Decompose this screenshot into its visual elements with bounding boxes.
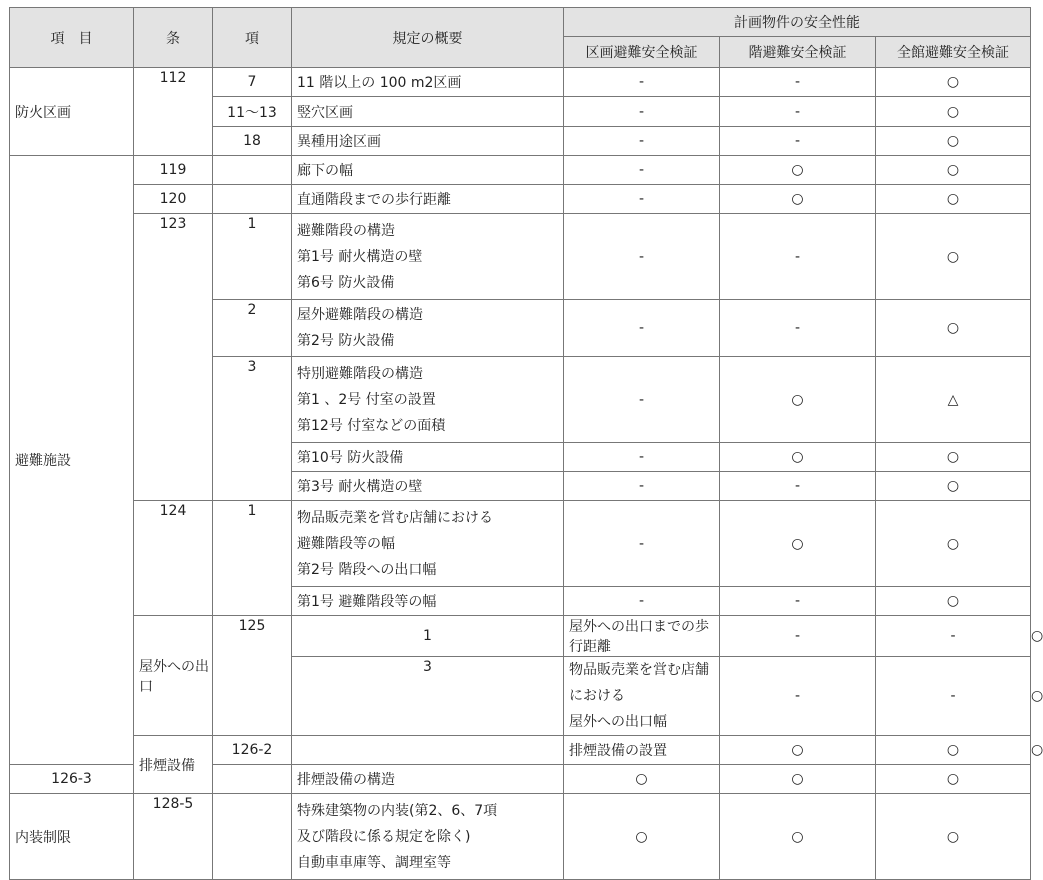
summary-cell (292, 68, 564, 97)
table-row (10, 68, 1031, 97)
summary-cell (292, 587, 564, 616)
table-row: 3 物品販売業を営む店舗における 屋外への出口幅 - - ○ (10, 657, 1031, 736)
area-cell: - (720, 657, 876, 736)
summary-line: 避難階段の構造 (297, 222, 395, 239)
summary-line: 直通階段までの歩行距離 (297, 192, 451, 208)
summary-cell (292, 501, 564, 587)
clause-cell: 11～13 (213, 97, 292, 127)
summary-line: 第3号 耐火構造の壁 (297, 479, 423, 495)
article-cell: 126-2 (213, 736, 292, 765)
summary-line: 排煙設備の構造 (297, 772, 395, 788)
area-cell: ○ (720, 736, 876, 765)
table-row (10, 185, 1031, 214)
summary-cell (292, 357, 564, 443)
clause-cell (213, 794, 292, 880)
group-label-evacuation-facilities: 避難施設 (10, 156, 134, 765)
summary-line: 第1号 耐火構造の壁 (297, 248, 423, 265)
table-row (10, 156, 1031, 185)
article-cell: 126-3 (10, 765, 134, 794)
building-cell: ○ (876, 765, 1031, 794)
table-row: 排煙設備 126-2 排煙設備の設置 ○ ○ ○ (10, 736, 1031, 765)
article-cell: 128-5 (134, 794, 213, 880)
summary-line: 特別避難階段の構造 (297, 365, 423, 382)
floor-cell: ○ (720, 357, 876, 443)
building-cell: ○ (876, 127, 1031, 156)
regulation-table (9, 7, 1043, 880)
floor-cell: - (720, 300, 876, 357)
building-cell: △ (876, 357, 1031, 443)
floor-cell: - (720, 214, 876, 300)
summary-line: 屋外への出口までの歩行距離 (569, 619, 709, 655)
area-cell: - (564, 443, 720, 472)
building-cell: ○ (876, 185, 1031, 214)
floor-cell: - (720, 97, 876, 127)
area-cell: - (564, 68, 720, 97)
summary-cell (292, 214, 564, 300)
summary-line: 異種用途区画 (297, 134, 381, 150)
group-label-fire-compartment: 防火区画 (10, 68, 134, 156)
summary-line: 屋外への出口幅 (569, 714, 667, 730)
area-cell: - (564, 472, 720, 501)
summary-cell (292, 97, 564, 127)
header-floor-verification: 階避難安全検証 (720, 37, 876, 68)
floor-cell: ○ (720, 501, 876, 587)
header-building-verification: 全館避難安全検証 (876, 37, 1031, 68)
clause-cell (292, 736, 564, 765)
summary-cell (292, 765, 564, 794)
area-cell: ○ (564, 794, 720, 880)
summary-cell (292, 472, 564, 501)
clause-cell: 2 (213, 300, 292, 357)
summary-line: 第10号 防火設備 (297, 450, 404, 466)
article-cell: 112 (134, 68, 213, 156)
header-clause: 項 (213, 8, 292, 68)
summary-line: 第2号 防火設備 (297, 333, 395, 349)
building-cell: ○ (876, 97, 1031, 127)
area-cell: ○ (564, 765, 720, 794)
floor-cell: - (720, 587, 876, 616)
article-cell: 125 (213, 616, 292, 736)
article-cell: 119 (134, 156, 213, 185)
floor-cell: ○ (720, 765, 876, 794)
clause-cell: 18 (213, 127, 292, 156)
summary-line: 11 階以上の 100 m2区画 (297, 75, 462, 91)
table-row (10, 214, 1031, 300)
floor-cell: ○ (720, 443, 876, 472)
header-item: 項 目 (10, 8, 134, 68)
summary-line: 屋外避難階段の構造 (297, 307, 423, 323)
floor-cell: - (876, 616, 1031, 657)
building-cell: ○ (876, 156, 1031, 185)
floor-cell: ○ (720, 185, 876, 214)
floor-cell: - (720, 127, 876, 156)
summary-cell (564, 657, 720, 736)
summary-cell (292, 156, 564, 185)
floor-cell: - (876, 657, 1031, 736)
summary-cell (292, 185, 564, 214)
group-label-smoke-exhaust: 排煙設備 (134, 736, 213, 794)
clause-cell: 3 (213, 357, 292, 501)
summary-cell (292, 794, 564, 880)
summary-line: 避難階段等の幅 (297, 535, 395, 552)
header-performance: 計画物件の安全性能 (564, 8, 1031, 37)
floor-cell: ○ (876, 736, 1031, 765)
building-cell: ○ (876, 501, 1031, 587)
summary-line: 第2号 階段への出口幅 (297, 561, 437, 578)
clause-cell: 1 (213, 501, 292, 616)
floor-cell: ○ (720, 156, 876, 185)
building-cell: ○ (876, 794, 1031, 880)
building-cell: ○ (876, 300, 1031, 357)
clause-cell (213, 765, 292, 794)
table-row (10, 501, 1031, 587)
header-summary: 規定の概要 (292, 8, 564, 68)
summary-line: 特殊建築物の内装(第2、6、7項 (297, 802, 498, 819)
group-label-interior-restriction: 内装制限 (10, 794, 134, 880)
area-cell: - (564, 97, 720, 127)
header-article: 条 (134, 8, 213, 68)
summary-line: 物品販売業を営む店舗における (569, 662, 709, 704)
clause-cell: 7 (213, 68, 292, 97)
summary-line: 及び階段に係る規定を除く) (297, 828, 471, 845)
building-cell: ○ (876, 214, 1031, 300)
summary-cell (564, 736, 720, 765)
summary-line: 第1号 避難階段等の幅 (297, 594, 437, 610)
table-row: 屋外への出口 125 1 屋外への出口までの歩行距離 - - ○ (10, 616, 1031, 657)
table-row (10, 794, 1031, 880)
area-cell: - (564, 587, 720, 616)
summary-line: 廊下の幅 (297, 163, 353, 179)
area-cell: - (564, 156, 720, 185)
summary-cell (292, 127, 564, 156)
summary-line: 自動車車庫等、調理室等 (297, 854, 451, 871)
area-cell: - (564, 127, 720, 156)
building-cell: ○ (876, 587, 1031, 616)
summary-line: 第6号 防火設備 (297, 274, 395, 291)
floor-cell: ○ (720, 794, 876, 880)
summary-cell (292, 443, 564, 472)
building-cell: ○ (876, 472, 1031, 501)
area-cell: - (564, 185, 720, 214)
summary-line: 竪穴区画 (297, 104, 353, 121)
summary-cell (564, 616, 720, 657)
area-cell: - (564, 300, 720, 357)
area-cell: - (564, 501, 720, 587)
floor-cell: - (720, 68, 876, 97)
clause-cell: 1 (292, 616, 564, 657)
header-area-verification: 区画避難安全検証 (564, 37, 720, 68)
area-cell: - (564, 357, 720, 443)
article-cell: 120 (134, 185, 213, 214)
area-cell: - (720, 616, 876, 657)
building-cell: ○ (876, 68, 1031, 97)
clause-cell: 1 (213, 214, 292, 300)
clause-cell (213, 185, 292, 214)
floor-cell: - (720, 472, 876, 501)
clause-cell (213, 156, 292, 185)
summary-line: 第12号 付室などの面積 (297, 417, 446, 434)
building-cell: ○ (876, 443, 1031, 472)
group-label-exit-outside: 屋外への出口 (134, 616, 213, 736)
area-cell: - (564, 214, 720, 300)
clause-cell: 3 (292, 657, 564, 736)
summary-line: 排煙設備の設置 (569, 743, 667, 759)
summary-cell (292, 300, 564, 357)
article-cell: 123 (134, 214, 213, 501)
summary-line: 物品販売業を営む店舗における (297, 509, 493, 526)
summary-line: 第1 、2号 付室の設置 (297, 391, 436, 408)
article-cell: 124 (134, 501, 213, 616)
